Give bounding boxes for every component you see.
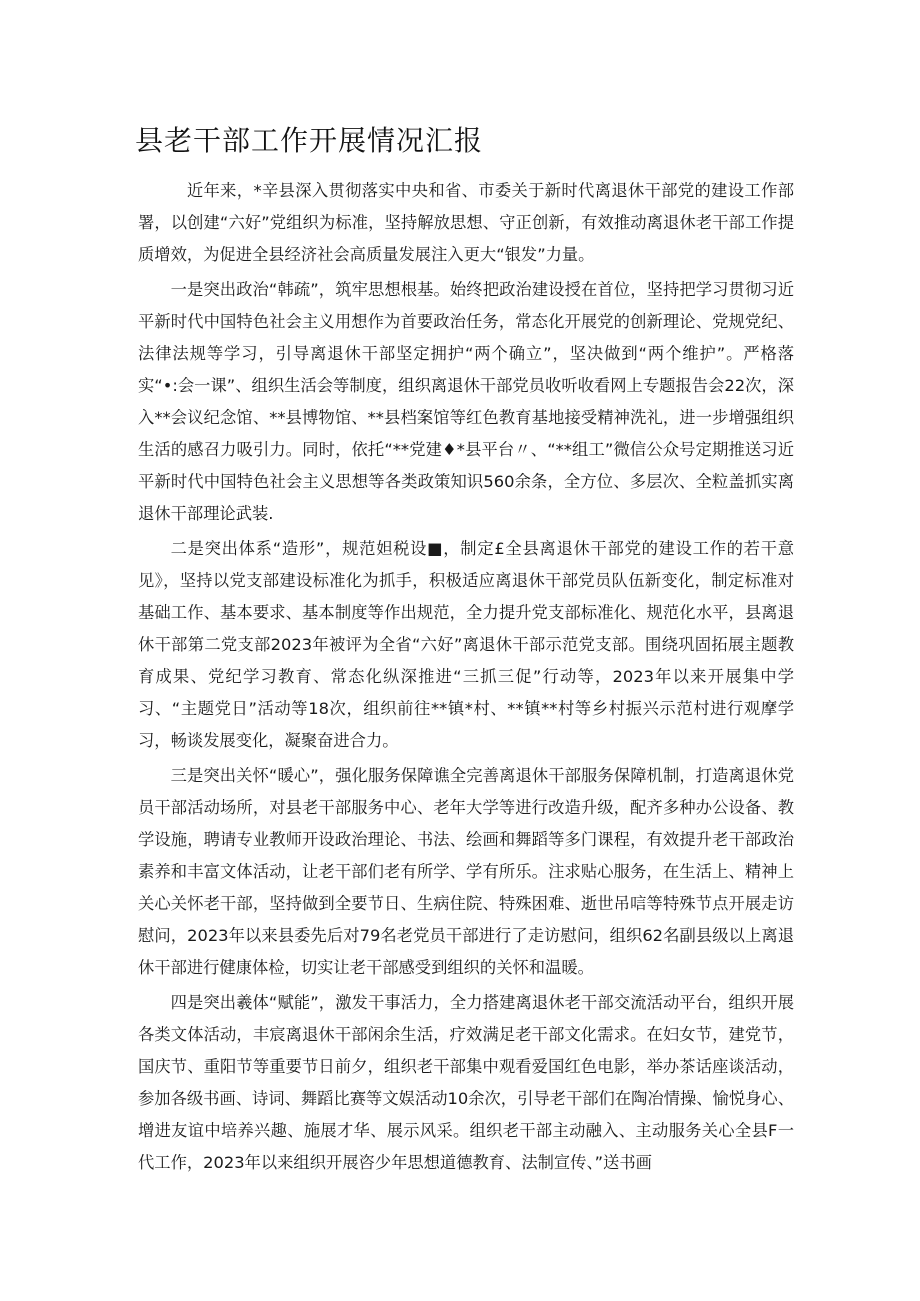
paragraph-care: 三是突出关怀“暖心”，强化服务保障谯全完善离退休干部服务保障机制，打造离退休党员干部活动场所，对县老干部服务中心、老年大学等进行改造升级，配齐多种办公设备、教学设施，聘请专业教师开设政治理论、书法、绘画和舞蹈等多门课程，有效提升老干部政治素养和丰富文体活动，让老干部们老有所学、学有所乐。注求贴心服务，在生活上、精神上关心关怀老干部，坚持做到全要节日、生病住院、特殊困难、逝世吊唁等特殊节点开展走访慰问，2023年以来县委先后对79名老党员干部进行了走访慰问，组织62名副县级以上离退休干部进行健康体检，切实让老干部感受到组织的关怀和温暖。: [138, 766, 794, 977]
paragraph-intro: 近年来，*辛县深入贯彻落实中央和省、市委关于新时代离退休干部党的建设工作部署，以创建“六好”党组织为标准，坚持解放思想、守正创新，有效推动离退休老干部工作提质增效，为促进全县经济社会高质量发展注入更大“银发”力量。: [138, 181, 794, 264]
paragraph-political: 一是突出政治“韩疏”，筑牢思想根基。始终把政治建设授在首位，坚持把学习贯彻习近平新时代中国特色社会主义用想作为首要政治任务，常态化开展党的创新理论、党规党纪、法律法规等学习，引导离退休干部坚定拥护“两个确立”，坚决做到“两个维护”。严格落实“•:会一课”、组织生活会等制度，组织离退休干部党员收听收看网上专题报告会22次，深入**会议纪念馆、**县博物馆、**县档案馆等红色教育基地接受精神洗礼，进一步增强组织生活的感召力吸引力。同时，依托“**党建♦*县平台〃、“**组工”微信公众号定期推送习近平新时代中国特色社会主义思想等各类政策知识560余条，全方位、多层次、全粒盖抓实离退休干部理论武装.: [138, 280, 794, 523]
paragraph-empower: 四是突出羲体“赋能”，激发干事活力，全力搭建离退休老干部交流活动平台，组织开展各类文体活动，丰宸离退休干部闲余生活，疗效满足老干部文化需求。在妇女节，建党节，国庆节、重阳节等重要节日前夕，组织老干部集中观看爱国红色电影，举办茶话座谈活动，参加各级书画、诗词、舞蹈比赛等文娱活动10余次，引导老干部们在陶冶情操、愉悦身心、增进友谊中培养兴趣、施展才华、展示风采。组织老干部主动融入、主动服务关心全县F一代工作，2023年以来组织开展咨少年思想道德教育、法制宣传、”送书画: [138, 993, 794, 1172]
paragraph-system: 二是突出体系“造形”，规范妲税设■，制定£全县离退休干部党的建设工作的若干意见》，坚持以党支部建设标准化为抓手，积极适应离退休干部党员队伍新变化，制定标准对基础工作、基本要求、基本制度等作出规范，全力提升党支部标准化、规范化水平，县离退休干部第二党支部2023年被评为全省“六好”离退休干部示范党支部。围绕巩固拓展主题教育成果、党纪学习教育、常态化纵深推进“三抓三促”行动等，2023年以来开展集中学习、“主题党日”活动等18次，组织前往**镇*村、**镇**村等乡村振兴示范村进行观摩学习，畅谈发展变化，凝聚奋进合力。: [138, 539, 794, 750]
document-title: 县老干部工作开展情况汇报: [135, 124, 484, 157]
document-body: [138, 175, 794, 1182]
